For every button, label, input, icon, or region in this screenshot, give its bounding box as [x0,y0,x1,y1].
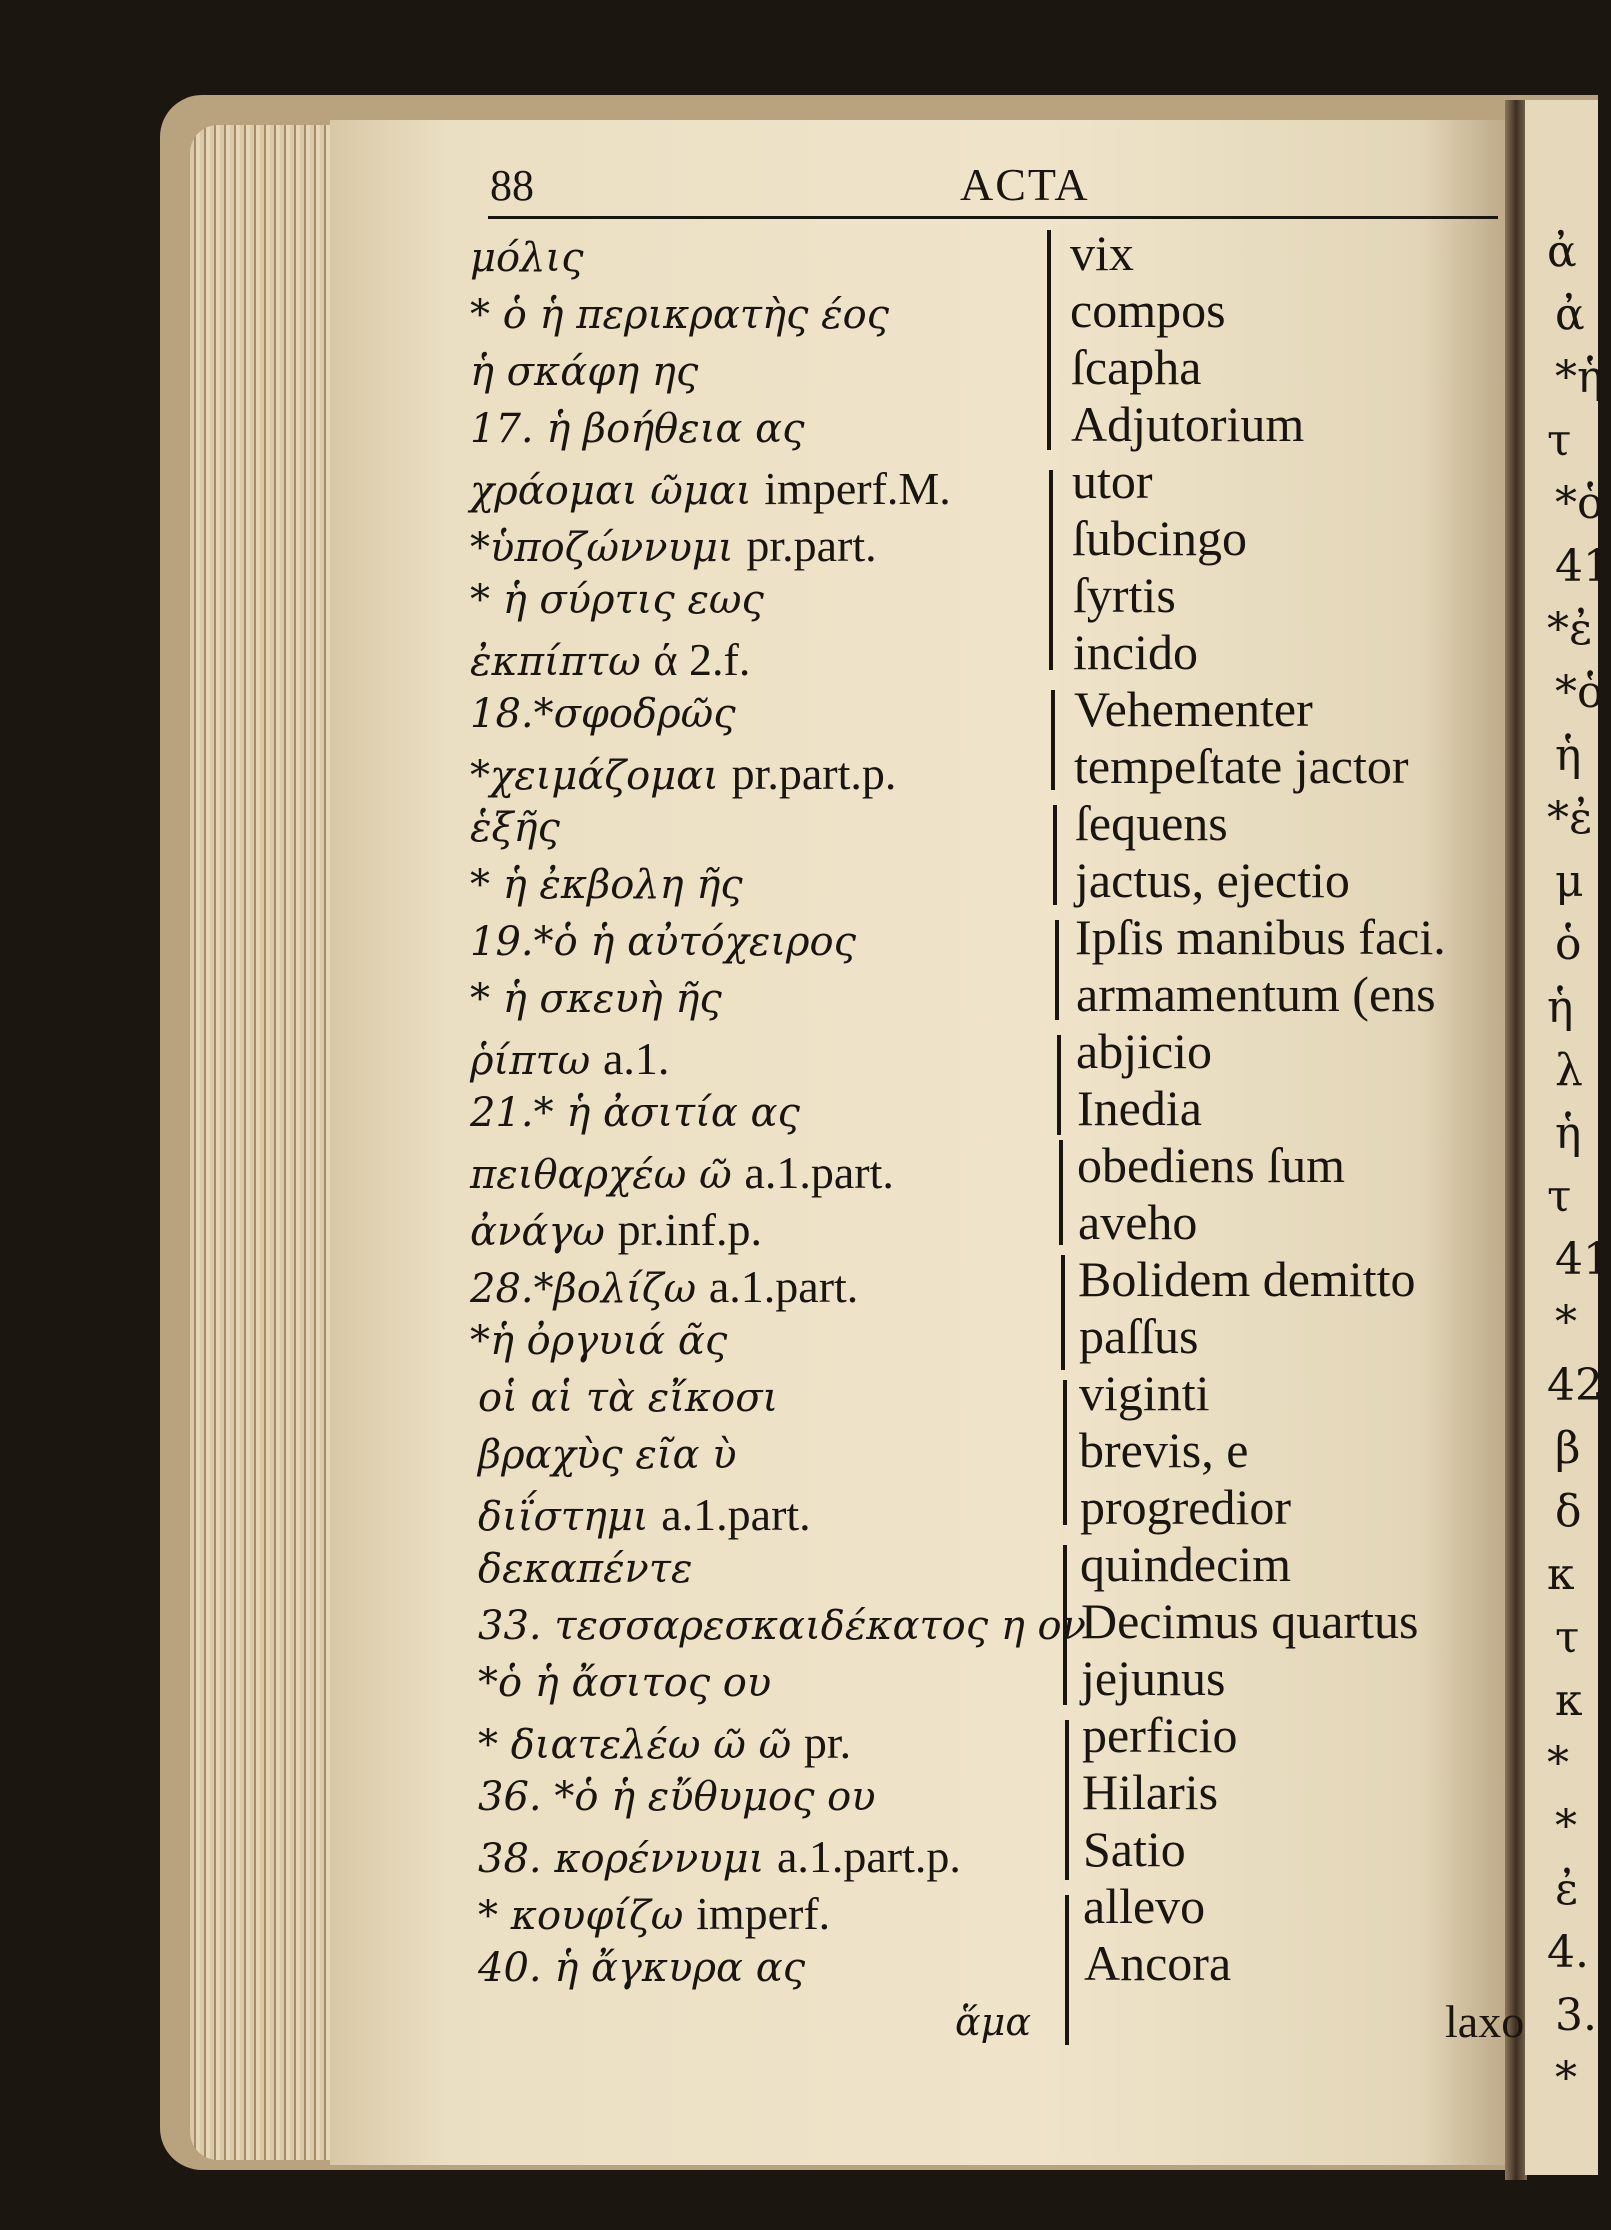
column-rule [1051,690,1055,790]
latin-gloss: ſequens [1075,795,1228,851]
greek-word: οἱ αἱ τὰ εἴκοσι [478,1375,779,1421]
greek-entry [478,1660,772,1706]
greek-word: 19.*ὁ ἡ αὐτόχειρος [470,919,857,965]
greek-entry [470,406,805,452]
next-page-glyph: 41 [1555,541,1611,592]
next-page-glyph: τ [1555,1612,1580,1663]
book-gutter [1505,100,1527,2180]
greek-entry [478,1774,876,1820]
greek-word: 40. ἡ ἄγκυρα ας [478,1945,806,1991]
greek-word: διΐστημι [478,1494,649,1540]
greek-entry [478,1945,806,1991]
greek-entry [470,235,584,281]
column-rule [1057,1035,1061,1135]
latin-gloss: tempeſtate jactor [1074,738,1409,794]
greek-word: * διατελέω ῶ ῶ [478,1722,792,1768]
grammar-note: pr.part.p. [731,748,897,799]
greek-word: μόλις [470,235,584,281]
latin-gloss: Vehementer [1074,681,1313,737]
head-rule [488,216,1498,219]
greek-word: 38. κορέννυμι [478,1836,765,1882]
greek-entry [470,691,736,737]
latin-gloss: Hilaris [1082,1764,1219,1820]
next-page-glyph: κ [1555,1675,1583,1726]
next-page-glyph: *ὁ [1555,667,1604,718]
greek-word: ἐκπίπτω [470,639,641,685]
page-edges [190,125,340,2160]
greek-entry [478,1603,1086,1649]
greek-word: *ὑποζώννυμι [470,525,734,571]
catchword-left: ἅμα [955,2000,1032,2044]
latin-gloss: allevo [1083,1878,1206,1934]
latin-gloss: ſcapha [1071,339,1202,395]
greek-word: *χειμάζομαι [470,753,719,799]
grammar-note: imperf. [696,1888,831,1939]
next-page-glyph: * [1555,1801,1577,1852]
greek-entry [470,1033,670,1084]
greek-entry [470,292,890,338]
greek-entry [470,1147,894,1198]
next-page-glyph: * [1555,2053,1577,2104]
latin-gloss: progredior [1080,1479,1292,1535]
greek-word: 33. τεσσαρεσκαιδέκατος η ον [478,1603,1086,1649]
grammar-note: a.1.part. [744,1147,894,1198]
greek-entry [470,805,560,851]
greek-entry [478,1489,811,1540]
greek-word: 28.*βολίζω [470,1266,697,1312]
latin-gloss: Adjutorium [1071,396,1305,452]
greek-entry [470,1318,728,1364]
next-page-glyph: δ [1555,1486,1582,1537]
greek-word: 18.*σφοδρῶς [470,691,736,737]
next-page-glyph: * [1555,1297,1577,1348]
greek-word: ἀνάγω [470,1209,605,1255]
greek-entry [470,862,743,908]
grammar-note: a.1.part. [708,1261,859,1312]
column-rule [1063,1380,1067,1525]
greek-word: *ὁ ἡ ἄσιτος ου [478,1660,772,1706]
column-rule [1047,345,1051,450]
next-page-glyph: ἡ [1555,1108,1582,1159]
latin-gloss: brevis, e [1079,1422,1249,1478]
greek-entry [470,748,897,799]
latin-gloss: ſubcingo [1072,510,1247,566]
next-page-glyph: ἡ [1555,730,1582,781]
latin-gloss: jejunus [1081,1650,1226,1706]
greek-entry [470,520,877,571]
column-rule [1059,1140,1063,1245]
next-page-glyph: *ἐ [1547,793,1593,844]
greek-entry [478,1546,693,1592]
latin-gloss: Satio [1083,1821,1186,1877]
column-rule [1055,920,1059,1020]
greek-word: * κουφίζω [478,1893,684,1939]
latin-gloss: paſſus [1079,1308,1199,1364]
next-page-glyph: 42 [1547,1360,1603,1411]
latin-gloss: abjicio [1076,1023,1213,1079]
next-page-glyph: ἡ [1547,982,1574,1033]
greek-word: δεκαπέντε [478,1546,693,1592]
greek-word: *ἡ ὀργυιά ᾶς [470,1318,728,1364]
latin-gloss: utor [1072,453,1153,509]
latin-gloss: armamentum (ens [1076,966,1436,1022]
greek-word: 21.* ἡ ἀσιτία ας [470,1090,800,1136]
next-page-glyph: ἀ [1555,289,1585,340]
column-rule [1049,470,1053,670]
latin-gloss: viginti [1079,1365,1210,1421]
greek-entry [478,1432,737,1478]
greek-word: ἑξῆς [470,805,560,851]
next-page-glyph: μ [1555,856,1584,907]
next-page-fragment [1525,100,1611,2175]
latin-gloss: jactus, ejectio [1075,852,1350,908]
greek-word: * ἡ ἐκβολη ῆς [470,862,743,908]
latin-gloss: perficio [1082,1707,1238,1763]
greek-word: * ἡ σκευὴ ῆς [470,976,722,1022]
greek-entry [470,463,951,514]
greek-word: * ὁ ἡ περικρατὴς έος [470,292,890,338]
latin-gloss: Bolidem demitto [1078,1251,1416,1307]
grammar-note: pr. [803,1717,852,1768]
next-page-glyph: 4. [1547,1927,1589,1978]
next-page-glyph: β [1555,1423,1581,1474]
column-rule [1065,1895,1069,2045]
latin-gloss: compos [1070,282,1226,338]
latin-gloss: quindecim [1080,1536,1292,1592]
latin-gloss: aveho [1078,1194,1198,1250]
greek-entry [470,919,857,965]
next-page-glyph: τ [1547,415,1572,466]
greek-word: χράομαι ῶμαι [470,468,752,514]
greek-entry [470,577,764,623]
next-page-glyph: τ [1547,1171,1572,1222]
running-head: ACTA [960,159,1090,210]
latin-gloss: Inedia [1077,1080,1202,1136]
latin-gloss: Decimus quartus [1081,1593,1419,1649]
grammar-note: a.1.part.p. [776,1831,961,1882]
column-rule [1065,1720,1069,1880]
greek-entry [478,1717,852,1768]
greek-entry [478,1375,779,1421]
latin-gloss: incido [1073,624,1198,680]
next-page-glyph: * [1547,1738,1569,1789]
latin-gloss: Ancora [1084,1935,1232,1991]
greek-entry [470,1204,762,1255]
greek-word: * ἡ σύρτις εως [470,577,764,623]
grammar-note: a.1.part. [661,1489,811,1540]
next-page-glyph: 41 [1555,1234,1611,1285]
page-number: 88 [490,161,534,210]
greek-word: 17. ἡ βοήθεια ας [470,406,805,452]
latin-gloss: obediens ſum [1077,1137,1346,1193]
latin-gloss: ſyrtis [1073,567,1176,623]
greek-word: ῥίπτω [470,1038,591,1084]
greek-entry [478,1831,961,1882]
greek-word: 36. *ὁ ἡ εὔθυμος ου [478,1774,876,1820]
greek-word: πειθαρχέω ῶ [470,1152,732,1198]
next-page-glyph: λ [1555,1045,1583,1096]
next-page-glyph: κ [1547,1549,1575,1600]
greek-word: ἡ σκάφη ης [470,349,699,395]
next-page-glyph: *ἡ [1555,352,1604,403]
column-rule [1061,1255,1065,1370]
next-page-glyph: *ἐ [1547,604,1593,655]
grammar-note: a.1. [602,1033,670,1084]
greek-entry [470,976,722,1022]
latin-gloss: vix [1070,225,1134,281]
next-page-glyph: ἐ [1555,1864,1579,1915]
greek-entry [470,349,699,395]
next-page-glyph: 3. [1555,1990,1597,2041]
latin-gloss: Ipſis manibus faci. [1075,909,1446,965]
next-page-glyph: ἀ [1547,226,1577,277]
grammar-note: pr.inf.p. [617,1204,762,1255]
greek-entry [478,1888,831,1939]
grammar-note: pr.part. [746,520,877,571]
greek-entry [470,1090,800,1136]
next-page-glyph: ὁ [1555,919,1582,970]
catchword-right: laxo [1445,1996,1525,2047]
next-page-glyph: *ὁ [1555,478,1604,529]
greek-word: βραχὺς εῖα ὺ [478,1432,737,1478]
greek-entry [470,634,751,685]
column-rule [1053,805,1057,905]
greek-entry [470,1261,859,1312]
grammar-note: imperf.M. [764,463,951,514]
grammar-note: ά 2.f. [653,634,751,685]
